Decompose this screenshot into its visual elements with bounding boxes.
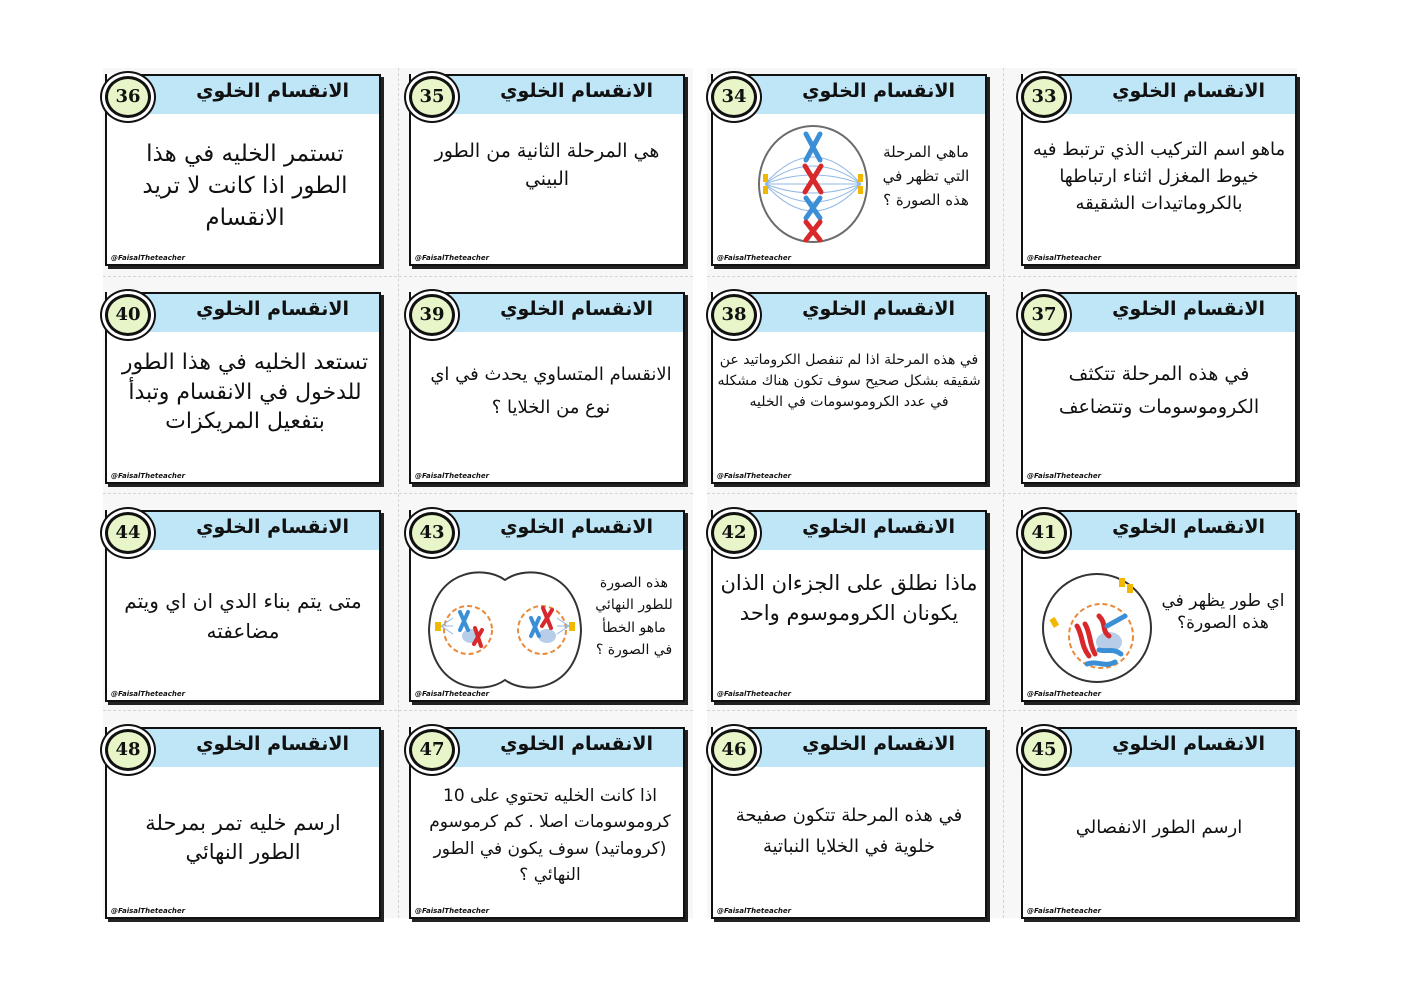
card-question: في هذه المرحلة تتكثف الكروموسومات وتتضاعف <box>1058 363 1260 419</box>
card-number-badge: 40 <box>105 294 151 336</box>
card-credit: @FaisalTheteacher <box>717 254 792 262</box>
flashcard-33 <box>1021 74 1297 266</box>
card-question: تستمر الخليه في هذا الطور اذا كانت لا تريد الانقسام <box>142 141 348 232</box>
card-title: الانقسام الخلوي <box>500 516 653 538</box>
card-question: متى يتم بناء الدي ان اي ويتم مضاعفته <box>124 589 362 643</box>
flashcard-40 <box>105 292 381 484</box>
card-header <box>727 74 987 114</box>
telophase-cell-figure <box>423 568 587 692</box>
card-number-badge: 34 <box>711 76 757 118</box>
card-question: ماهي المرحلة التي تظهر في هذه الصورة ؟ <box>882 143 970 209</box>
card-title: الانقسام الخلوي <box>802 733 955 755</box>
card-header <box>1037 510 1297 550</box>
card-header <box>121 727 381 767</box>
prophase-cell-figure <box>1037 564 1157 688</box>
flashcard-47 <box>409 727 685 919</box>
card-credit: @FaisalTheteacher <box>415 690 490 698</box>
card-credit: @FaisalTheteacher <box>1027 907 1102 915</box>
card-question: الانقسام المتساوي يحدث في اي نوع من الخلايا ؟ <box>430 364 672 419</box>
card-title: الانقسام الخلوي <box>500 80 653 102</box>
card-question: في هذه المرحلة تتكون صفيحة خلوية في الخلايا النباتية <box>735 805 963 857</box>
card-header <box>1037 74 1297 114</box>
card-number-badge: 42 <box>711 512 757 554</box>
card-number-badge: 46 <box>711 729 757 771</box>
card-header <box>727 292 987 332</box>
flashcard-43 <box>409 510 685 702</box>
card-credit: @FaisalTheteacher <box>1027 254 1102 262</box>
flashcard-39 <box>409 292 685 484</box>
card-question: في هذه المرحلة اذا لم تنفصل الكروماتيد عن شقيقه بشكل صحيح سوف تكون هناك مشكله في عدد الكروموسومات في الخليه <box>717 352 981 410</box>
card-header <box>425 292 685 332</box>
card-header <box>121 292 381 332</box>
card-title: الانقسام الخلوي <box>1112 516 1265 538</box>
metaphase-cell-figure <box>755 122 871 246</box>
flashcard-45 <box>1021 727 1297 919</box>
card-number-badge: 39 <box>409 294 455 336</box>
card-number-badge: 35 <box>409 76 455 118</box>
card-question: اي طور يظهر في هذه الصورة؟ <box>1161 591 1285 634</box>
card-header <box>1037 727 1297 767</box>
card-title: الانقسام الخلوي <box>802 516 955 538</box>
card-header <box>121 74 381 114</box>
cut-line <box>707 493 1297 494</box>
card-number-badge: 36 <box>105 76 151 118</box>
card-title: الانقسام الخلوي <box>500 298 653 320</box>
card-credit: @FaisalTheteacher <box>1027 690 1102 698</box>
card-credit: @FaisalTheteacher <box>111 690 186 698</box>
card-header <box>425 727 685 767</box>
cut-line <box>103 493 693 494</box>
card-number-badge: 43 <box>409 512 455 554</box>
card-title: الانقسام الخلوي <box>1112 733 1265 755</box>
card-number-badge: 37 <box>1021 294 1067 336</box>
flashcard-46 <box>711 727 987 919</box>
cut-line <box>103 710 693 711</box>
card-number-badge: 33 <box>1021 76 1067 118</box>
card-number-badge: 38 <box>711 294 757 336</box>
card-header <box>727 727 987 767</box>
card-question: تستعد الخليه في هذا الطور للدخول في الانقسام وتبدأ بتفعيل المريكزات <box>121 350 369 435</box>
card-question: ماذا نطلق على الجزءان الذان يكونان الكروموسوم واحد <box>720 571 978 626</box>
card-header <box>425 510 685 550</box>
card-credit: @FaisalTheteacher <box>111 472 186 480</box>
card-credit: @FaisalTheteacher <box>111 907 186 915</box>
card-credit: @FaisalTheteacher <box>415 907 490 915</box>
flashcard-44 <box>105 510 381 702</box>
card-credit: @FaisalTheteacher <box>415 254 490 262</box>
card-header <box>425 74 685 114</box>
flashcard-41 <box>1021 510 1297 702</box>
card-question: هذه الصورة للطور النهائي ماهو الخطأ في الصورة ؟ <box>595 575 673 659</box>
card-credit: @FaisalTheteacher <box>415 472 490 480</box>
card-credit: @FaisalTheteacher <box>111 254 186 262</box>
card-number-badge: 48 <box>105 729 151 771</box>
flashcard-42 <box>711 510 987 702</box>
card-question: اذا كانت الخليه تحتوي على 10 كروموسومات اصلا . كم كرموسوم (كروماتيد) سوف يكون في الطور النهائي ؟ <box>429 786 671 886</box>
card-title: الانقسام الخلوي <box>802 298 955 320</box>
flashcard-38 <box>711 292 987 484</box>
card-title: الانقسام الخلوي <box>802 80 955 102</box>
flashcard-35 <box>409 74 685 266</box>
cut-line <box>707 276 1297 277</box>
flashcard-36 <box>105 74 381 266</box>
card-number-badge: 45 <box>1021 729 1067 771</box>
card-credit: @FaisalTheteacher <box>717 690 792 698</box>
card-title: الانقسام الخلوي <box>1112 80 1265 102</box>
flashcard-48 <box>105 727 381 919</box>
cut-line <box>103 276 693 277</box>
card-question: ارسم خليه تمر بمرحلة الطور النهائي <box>145 811 341 865</box>
cut-line <box>707 710 1297 711</box>
card-number-badge: 41 <box>1021 512 1067 554</box>
card-title: الانقسام الخلوي <box>196 733 349 755</box>
card-title: الانقسام الخلوي <box>196 298 349 320</box>
card-question: ارسم الطور الانفصالي <box>1075 817 1243 838</box>
card-question: ماهو اسم التركيب الذي ترتبط فيه خيوط المغزل اثناء ارتباطها بالكروماتيدات الشقيقه <box>1032 139 1286 214</box>
card-title: الانقسام الخلوي <box>196 516 349 538</box>
card-number-badge: 44 <box>105 512 151 554</box>
card-title: الانقسام الخلوي <box>196 80 349 102</box>
card-credit: @FaisalTheteacher <box>1027 472 1102 480</box>
card-title: الانقسام الخلوي <box>1112 298 1265 320</box>
card-credit: @FaisalTheteacher <box>717 907 792 915</box>
card-title: الانقسام الخلوي <box>500 733 653 755</box>
card-question: هي المرحلة الثانية من الطور البيني <box>434 140 660 190</box>
card-header <box>727 510 987 550</box>
card-credit: @FaisalTheteacher <box>717 472 792 480</box>
card-header <box>1037 292 1297 332</box>
flashcard-37 <box>1021 292 1297 484</box>
card-number-badge: 47 <box>409 729 455 771</box>
card-header <box>121 510 381 550</box>
flashcard-34 <box>711 74 987 266</box>
